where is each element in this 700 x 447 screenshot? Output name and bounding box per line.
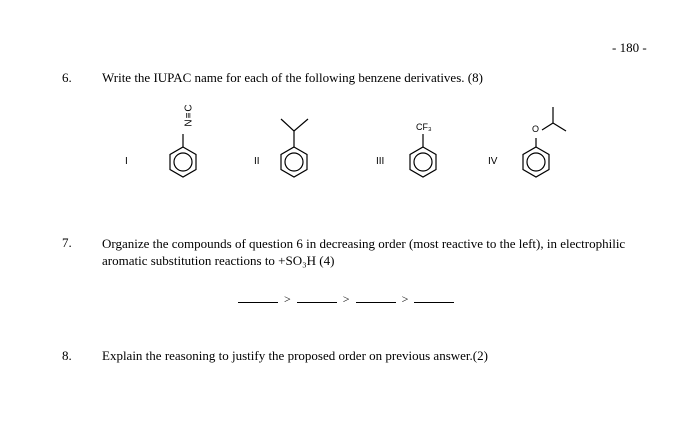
structure-i-benzene-ring xyxy=(170,147,196,177)
structure-ii-isopropyl-right xyxy=(294,119,308,131)
structure-ii-isopropyl-left xyxy=(281,119,294,147)
question-6-number: 6. xyxy=(62,70,72,85)
nitrile-text: N≡C xyxy=(183,103,195,127)
structure-iv-methyl-right xyxy=(553,123,566,131)
structure-ii-benzene-ring xyxy=(281,147,307,177)
ether-oxygen-label: O xyxy=(532,124,540,134)
order-blank-1[interactable] xyxy=(238,290,278,303)
question-8-text: Explain the reasoning to justify the proposed order on previous answer.(2) xyxy=(102,348,488,363)
question-8-number: 8. xyxy=(62,348,72,363)
page-number: - 180 - xyxy=(612,40,647,55)
ordering-answer-line xyxy=(232,290,460,307)
structure-iv-benzene-ring xyxy=(523,147,549,177)
order-separator: > xyxy=(284,292,291,306)
compound-label-iv: IV xyxy=(488,156,498,167)
question-7-text: Organize the compounds of question 6 in decreasing order (most reactive to the left), in electrophilic aromatic substitution reactions to +SO₃H (4) xyxy=(102,236,626,268)
order-blank-3[interactable] xyxy=(356,290,396,303)
order-separator: > xyxy=(342,292,350,306)
compound-label-iii: III xyxy=(376,156,385,167)
structure-iii-benzene-ring xyxy=(410,147,436,177)
compound-label-i: I xyxy=(125,156,128,167)
order-blank-2[interactable] xyxy=(297,290,337,303)
question-6-text: Write the IUPAC name for each of the following benzene derivatives. (8) xyxy=(102,70,483,85)
order-blank-4[interactable] xyxy=(414,290,454,303)
order-separator: > xyxy=(401,292,409,306)
structure-iv-bond-o-ch xyxy=(542,123,553,130)
cf3-label: CF₃ xyxy=(416,122,432,132)
nitrile-group-label xyxy=(178,103,195,127)
compound-label-ii: II xyxy=(254,156,260,167)
question-7-number: 7. xyxy=(62,235,72,250)
